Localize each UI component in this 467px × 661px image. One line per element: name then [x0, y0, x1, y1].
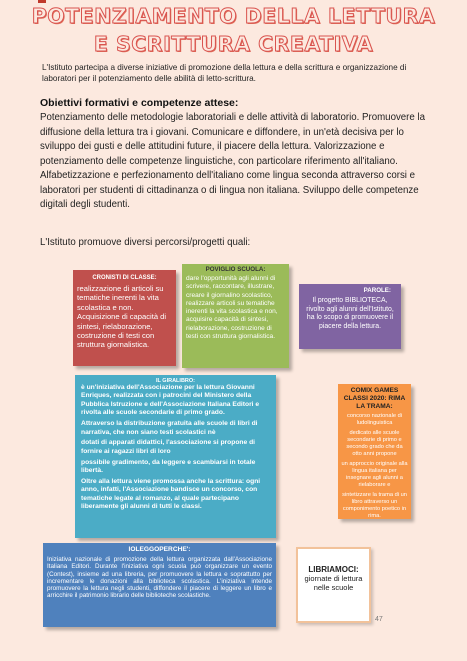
cronisti-text: realizzazione di articoli su tematiche inerenti la vita scolastica e non. Acquisizione di capacità di sintesi, rielaborazione, costruzione di testi con struttura giornalistica.: [77, 284, 167, 350]
giralibro-paragraph: Oltre alla lettura viene promossa anche la scrittura: ogni anno, infatti, l'Associazione bandisce un concorso, con tematiche legate al romanzo, al quale partecipano liberamente gli alunni di tutti le classi.: [81, 478, 261, 511]
poviglio-box: [182, 264, 289, 368]
giralibro-box: [75, 375, 276, 538]
parole-text: Il progetto BIBLIOTECA, rivolto agli alunni dell'Istituto, ha lo scopo di promuovere il piacere della lettura.: [306, 297, 394, 330]
projects-intro: L'Istituto promuove diversi percorsi/progetti quali:: [40, 237, 251, 248]
decorative-mark: [38, 0, 46, 3]
giralibro-paragraph: dotati di apparati didattici, l'associazione si propone di fornire ai ragazzi libri di loro: [81, 439, 256, 455]
comix-paragraph: concorso nazionale di ludolinguistica: [346, 413, 402, 426]
intro-paragraph: L'Istituto partecipa a diverse iniziative di promozione della lettura e della scrittura e organizzazione di laboratori per il potenziamento delle abilità di letto-scrittura.: [42, 63, 407, 83]
comix-paragraph: un approccio originale alla lingua italiana per insegnare agli alunni a rielaborare e: [341, 461, 408, 488]
poviglio-title: POVIGLIO SCUOLA:: [205, 266, 266, 273]
objectives-heading: Obiettivi formativi e competenze attese:: [40, 97, 239, 109]
comix-box: [338, 384, 411, 519]
parole-box: [299, 284, 401, 349]
giralibro-paragraph: è un'iniziativa dell'Associazione per la lettura Giovanni Enriques, realizzata con i patrocini del Ministero della Pubblica Istruzione e dell'Associazione Italiana Editori e rivolta alle scuole secondarie di primo grado.: [81, 384, 260, 417]
parole-title: PAROLE:: [363, 287, 391, 294]
giralibro-paragraph: Attraverso la distribuzione gratuita alle scuole di libri di narrativa, che non siano testi scolastici nè: [81, 420, 258, 436]
cronisti-box: [73, 270, 176, 366]
objectives-text: Potenziamento delle metodologie laboratoriali e delle attività di laboratorio. Promuovere la diffusione della lettura tra i giovani. Comunicare e diffondere, in un'età decisiva per lo sviluppo dei gusti e delle attitudini future, il piacere della lettura. Valorizzazione e potenziamento delle competenze linguistiche, con particolare riferimento all'italiano. Alfabetizzazione e perfezionamento dell'italiano come lingua seconda attraverso corsi e laboratori per studenti di cittadinanza o di lingua non italiana. Sviluppo delle competenze digitali degli studenti.: [40, 112, 426, 210]
comix-paragraph: sintetizzare la trama di un libro attraverso un componimento poetico in rima.: [342, 492, 407, 519]
comix-paragraph: dedicato alle scuole secondarie di primo e secondo grado che da otto anni propone: [346, 430, 403, 457]
page-title-line2: E SCRITTURA CREATIVA: [93, 32, 374, 56]
page-title-line1: POTENZIAMENTO DELLA LETTURA: [31, 4, 436, 28]
giralibro-title: IL GIRALIBRO:: [155, 378, 195, 384]
page-number: 47: [375, 616, 383, 623]
libriamoci-box: [296, 547, 371, 623]
giralibro-paragraph: possibile gradimento, da leggere e scambiarsi in totale libertà.: [81, 458, 256, 475]
ioleggo-text: Iniziativa nazionale di promozione della lettura organizzata dall'Associazione Italiana Editori. Durante l'iniziativa ogni scuola può organizzare un evento (Contest), insieme ad una libreria, per promuovere la lettura e soprattutto per incrementare le donazioni alla biblioteca scolastica. L'iniziativa intende promuovere la lettura negli studenti, diffondere il piacere di leggere un libro e arricchire il patrimonio librario delle biblioteche scolastiche.: [47, 556, 272, 600]
libriamoci-title: LIBRIAMOCI:: [308, 565, 359, 574]
ioleggo-title: IOLEGGOPERCHE':: [128, 546, 191, 553]
poviglio-text: dare l'opportunità agli alunni di scrivere, raccontare, illustrare, creare il giornalino scolastico, realizzare articoli su tematiche inerenti la vita scolastica e non, acquisire capacità di sintesi, rielaborazione, costruzione di testi con struttura giornalistica.: [186, 275, 278, 341]
libriamoci-text: giornate di lettura nelle scuole: [304, 574, 363, 592]
comix-title: COMIX GAMES CLASSI 2020: RIMA LA TRAMA:: [343, 387, 406, 410]
cronisti-title: CRONISTI DI CLASSE:: [92, 275, 157, 281]
ioleggo-box: [43, 543, 276, 627]
